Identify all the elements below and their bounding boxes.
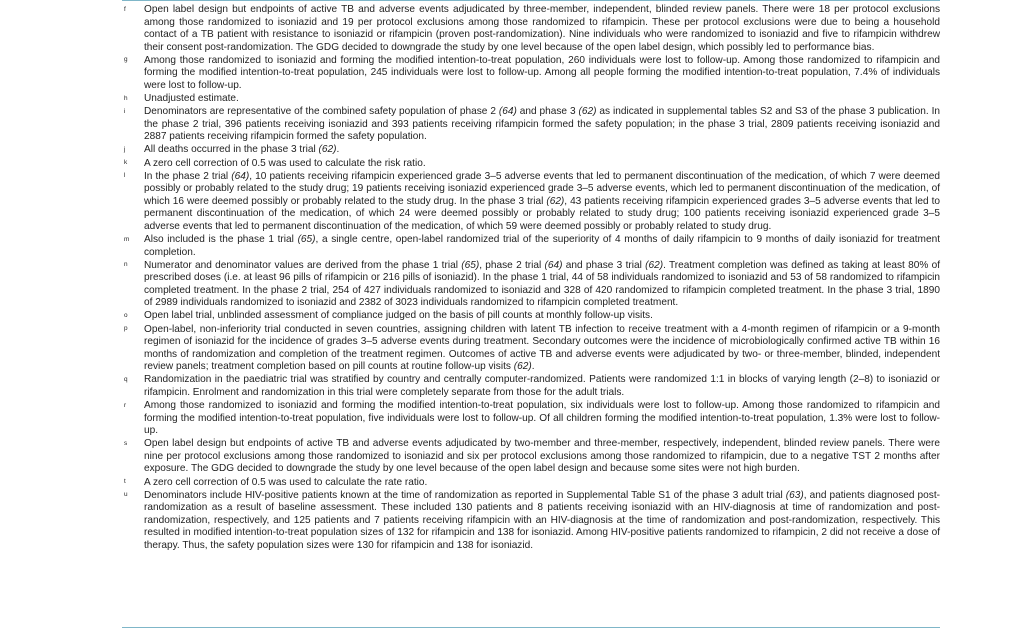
footnote-item [122,234,940,259]
footnote-text: Denominators are representative of the combined safety population of phase 2 (64) and phase 3 (62) as indicated in supplemental tables S2 and S3 of the phase 3 publication. In the phase 2 trial, 396 patients receiving isoniazid and 393 patients receiving rifampicin formed the safety population; in the phase 3 trial, 2809 patients receiving isoniazid and 2887 patients receiving rifampicin formed the safety population. [144,106,940,143]
footnote-text: Denominators include HIV-positive patients known at the time of randomization as reported in Supplemental Table S1 of the phase 3 adult trial (63), and patients diagnosed post-randomization as a result of baseline assessment. These included 130 patients and 8 patients receiving isoniazid with an HIV-diagnosis at time of randomization and post-randomization, respectively, and 125 patients and 7 patients receiving rifampicin with an HIV-diagnosis at the time of randomization and post-randomization, respectively. This resulted in modified intention-to-treat population sizes of 132 for rifampicin and 138 for isoniazid. Among HIV-positive patients randomized to rifampicin, 2 did not receive a dose of therapy. Thus, the safety population sizes were 130 for rifampicin and 138 for isoniazid. [144,489,940,551]
footnote-marker: i [124,107,126,115]
footnote-marker: k [124,159,128,167]
footnote-marker: j [124,145,126,153]
footnote-marker: u [124,491,128,499]
footnote-text: A zero cell correction of 0.5 was used to calculate the risk ratio. [144,157,426,169]
footnote-item [122,106,940,144]
footnote-text: Also included is the phase 1 trial (65), a single centre, open-label randomized trial of the superiority of 4 months of daily rifampicin to 9 months of daily isoniazid for treatment completion. [144,234,940,258]
footnote-item [122,158,940,171]
footnote-marker: r [124,401,127,409]
footnote-text: Randomization in the paediatric trial was stratified by country and centrally computer-randomized. Patients were randomized 1:1 in blocks of varying length (2–8) to isoniazid or rifampicin. Enrolment and randomization in this trial were completely separate from those for the adult trials. [144,374,940,398]
footnote-item [122,4,940,54]
footnote-item [122,144,940,157]
footnote-item [122,374,940,399]
footnote-text: Among those randomized to isoniazid and forming the modified intention-to-treat population, six individuals were lost to follow-up. Among those randomized to rifampicin and forming the modified intention-to-treat population, five individuals were lost to follow-up. Of all children forming the modified intention-to-treat population, 1.3% were lost to follow-up. [144,400,940,437]
footnote-marker: o [124,311,128,319]
footnote-item [122,171,940,234]
bottom-rule-divider [122,627,940,628]
footnote-item [122,260,940,310]
top-rule-divider [122,0,940,1]
footnote-text: Open label trial, unblinded assessment of compliance judged on the basis of pill counts at monthly follow-up visits. [144,310,653,322]
footnote-item [122,310,940,323]
footnote-text: In the phase 2 trial (64), 10 patients receiving rifampicin experienced grade 3–5 adverse events that led to permanent discontinuation of the medication, of which 7 were deemed possibly or probably related to the study drug; 19 patients receiving isoniazid experienced grade 3–5 adverse events, which led to permanent discontinuation of the medication, of which 16 were deemed possibly or probably related to the study drug. In the phase 3 trial (62), 43 patients receiving rifampicin experienced grades 3–5 adverse events that led to permanent discontinuation of the medication, of which 24 were deemed possibly or probably related to study drug; 100 patients receiving isoniazid experienced grade 3–5 adverse events that led to permanent discontinuation of the medication, of which 59 were deemed possibly or probably related to study drug. [144,170,941,232]
footnote-marker: s [124,439,128,447]
footnote-text: Among those randomized to isoniazid and forming the modified intention-to-treat population, 260 individuals were lost to follow-up. Among those randomized to rifampicin and forming the modified intention-to-treat population, 245 individuals were lost to follow-up. Among all people forming the modified intention-to-treat population, 7.4% of individuals were lost to follow-up. [144,54,940,91]
footnote-text: Unadjusted estimate. [144,93,239,105]
footnote-item [122,400,940,438]
footnote-item [122,477,940,490]
footnote-marker: q [124,375,128,383]
footnote-text: Open label design but endpoints of active TB and adverse events adjudicated by two-member and three-member, respectively, independent, blinded review panels. There were nine per protocol exclusions among those randomized to isoniazid and six per protocol exclusions among those randomized to rifampicin, due to a negative TST 2 months after exposure. The GDG decided to downgrade the study by one level because of the open label design and because some sites were not high burden. [144,438,940,475]
footnote-item [122,490,940,553]
footnote-text: Open label design but endpoints of active TB and adverse events adjudicated by three-member, independent, blinded review panels. There were 18 per protocol exclusions among those randomized to isoniazid and 19 per protocol exclusions among those randomized to rifampicin. These per protocol exclusions were due to being a household contact of a TB patient with resistance to isoniazid or rifampicin (proven post-randomization). Nine individuals who were randomized to isoniazid and five to rifampicin withdrew their consent post-randomization. The GDG decided to downgrade the study by one level because of the open label design, which possibly led to performance bias. [144,4,940,53]
footnote-marker: p [124,325,128,333]
footnote-marker: h [124,94,128,102]
footnote-marker: m [124,235,130,243]
footnote-item [122,438,940,476]
footnote-marker: t [124,478,126,486]
footnote-item [122,324,940,374]
footnote-marker: l [124,172,126,180]
footnote-text: Numerator and denominator values are derived from the phase 1 trial (65), phase 2 trial (64) and phase 3 trial (62). Treatment completion was defined as taking at least 80% of prescribed doses (i.e. at least 96 pills of rifampicin or 216 pills of isoniazid). In the phase 1 trial, 44 of 58 individuals randomized to isoniazid and 53 of 58 randomized to rifampicin completed treatment. In the phase 2 trial, 254 of 427 individuals randomized to isoniazid and 328 of 420 randomized to rifampicin completed treatment. In the phase 3 trial, 1890 of 2989 individuals randomized to isoniazid and 2382 of 3023 individuals randomized to rifampicin completed treatment. [144,259,941,309]
footnote-list [122,4,940,553]
footnote-marker: f [124,5,126,13]
footnote-text: Open-label, non-inferiority trial conducted in seven countries, assigning children with latent TB infection to receive treatment with a 4-month regimen of rifampicin or a 9-month regimen of isoniazid for the incidence of grades 3–5 adverse events during treatment. Secondary outcomes were the incidence of microbiologically confirmed active TB within 16 months of randomization and completion of the treatment regimen. Outcomes of active TB and adverse events were adjudicated by two- or three-member, blinded, independent review panels; treatment completion based on pill counts at routine follow-up visits (62). [144,323,940,373]
footnote-text: A zero cell correction of 0.5 was used to calculate the rate ratio. [144,476,428,488]
footnote-item [122,93,940,106]
footnote-marker: g [124,56,128,64]
footnote-item [122,55,940,93]
footnote-text: All deaths occurred in the phase 3 trial (62). [144,144,340,156]
footnote-marker: n [124,261,128,269]
